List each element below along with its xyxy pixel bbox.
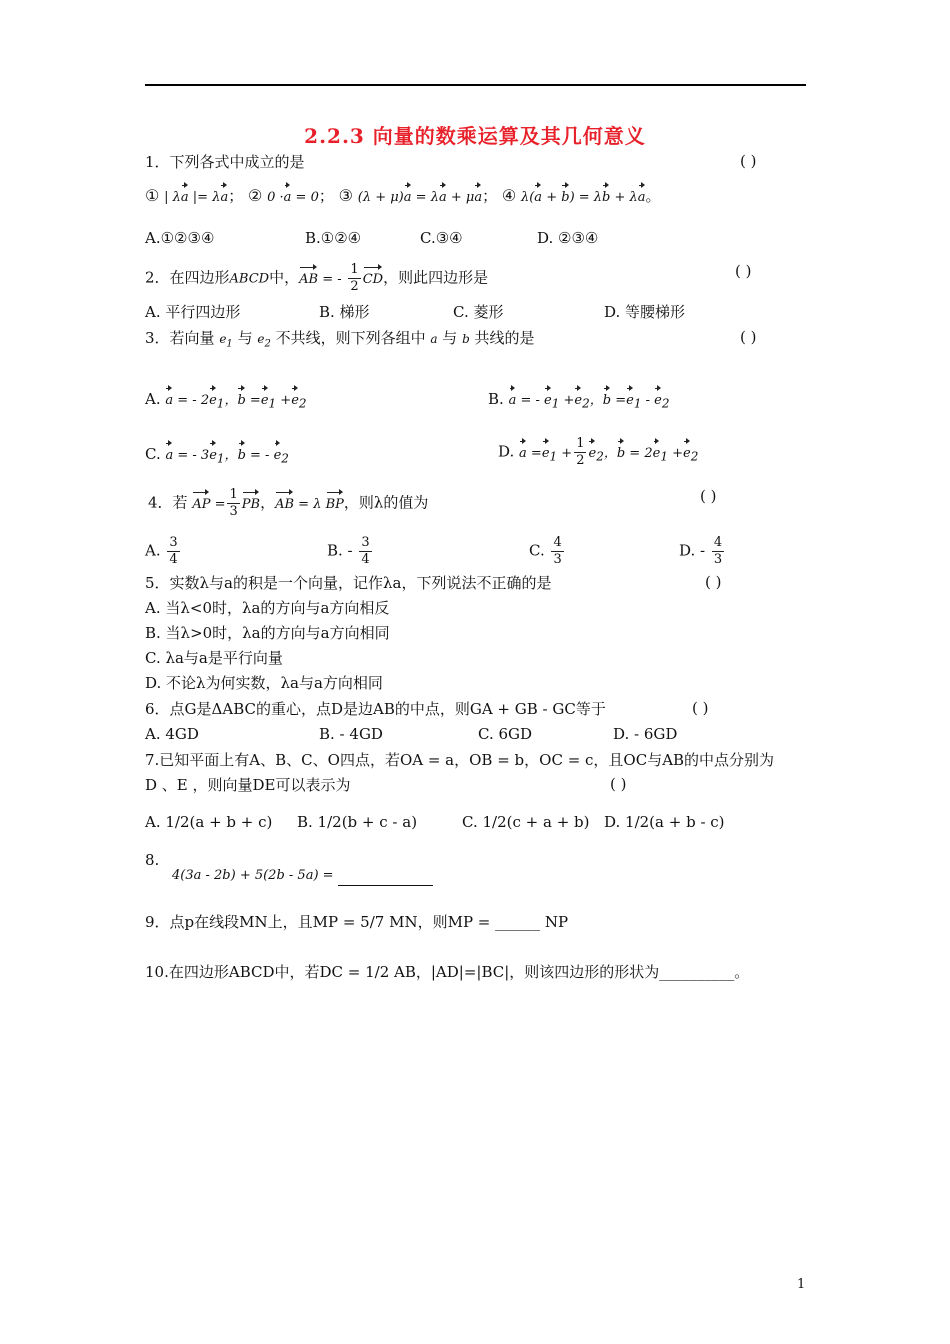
q7-option-d: D. 1/2(a + b - c) <box>604 813 725 831</box>
q6-option-a: A. 4GD <box>145 725 199 743</box>
q7-answer-paren: ( ) <box>610 775 627 793</box>
header-rule <box>145 84 806 86</box>
page-number: 1 <box>797 1277 806 1292</box>
q4-answer-paren: ( ) <box>700 487 717 505</box>
q10-stem: 10.在四边形ABCD中，若DC = 1/2 AB，|AD|=|BC|，则该四边形的形状为__________。 <box>145 963 750 981</box>
q4-stem: 4．若 AP = $\frac{1}{3}$ PB，AB = λ BP，则λ的值为 <box>148 487 429 519</box>
q4-option-d: D. - $\frac{4}{3}$ <box>679 535 723 567</box>
q1-option-c: C.③④ <box>420 229 463 247</box>
q1-option-d: D. ②③④ <box>537 229 599 247</box>
q3-option-c: C. a = - $3e_1$，b = - $e_2$ <box>145 440 289 469</box>
q2-option-a: A. 平行四边形 <box>145 303 241 321</box>
q4-option-a: A. $\frac{3}{4}$ <box>145 535 178 567</box>
q7-option-b: B. 1/2(b + c - a) <box>297 813 418 831</box>
q5-option-d: D. 不论λ为何实数，λa与a方向相同 <box>145 674 383 692</box>
q3-answer-paren: ( ) <box>740 328 757 346</box>
q6-option-d: D. - 6GD <box>613 725 678 743</box>
q3-option-a: A. a = - $2e_1$，$b =e_1 +e_2$ <box>145 385 307 414</box>
q7-option-c: C. 1/2(c + a + b) <box>462 813 590 831</box>
q9-stem: 9．点p在线段MN上，且MP = 5/7 MN，则MP = ______ NP <box>145 913 569 931</box>
q1-option-b: B.①②④ <box>305 229 362 247</box>
q7-stem-line2: D 、E ，则向量DE可以表示为 <box>145 776 351 794</box>
q8-stem: 8. <box>145 851 160 869</box>
q8-expression <box>172 864 433 886</box>
q6-stem: 6．点G是ΔABC的重心，点D是边AB的中点，则GA + GB - GC等于 <box>145 700 606 718</box>
q4-option-c: C. $\frac{4}{3}$ <box>529 535 562 567</box>
q1-stem: 1．下列各式中成立的是 <box>145 153 305 171</box>
q2-option-b: B. 梯形 <box>319 303 370 321</box>
q7-stem-line1: 7.已知平面上有A、B、C、O四点，若OA = a，OB = b，OC = c，且OC与AB的中点分别为 <box>145 751 775 769</box>
q2-answer-paren: ( ) <box>735 262 752 280</box>
q6-option-c: C. 6GD <box>478 725 533 743</box>
q5-answer-paren: ( ) <box>705 573 722 591</box>
q2-option-d: D. 等腰梯形 <box>604 303 686 321</box>
q3-option-b: B. a = - $e_1 +e_2$，$b =e_1 - e_2$ <box>488 385 669 414</box>
q4-option-b: B. - $\frac{3}{4}$ <box>327 535 370 567</box>
q6-answer-paren: ( ) <box>692 699 709 717</box>
q8-answer-blank[interactable] <box>338 885 433 886</box>
q8-expression-text: 4(3a - 2b) + 5(2b - 5a) = <box>172 868 334 883</box>
q1-items: ① | λa |= λa； ② 0 ·a = 0； ③ (λ + μ)a = λa + μa； ④ λ(a + b) = λb + λa。 <box>145 182 661 208</box>
q7-option-a: A. 1/2(a + b + c) <box>145 813 273 831</box>
q5-option-b: B. 当λ>0时，λa的方向与a方向相同 <box>145 624 390 642</box>
q5-option-c: C. λa与a是平行向量 <box>145 649 283 667</box>
q5-option-a: A. 当λ<0时，λa的方向与a方向相反 <box>145 599 390 617</box>
q5-stem: 5．实数λ与a的积是一个向量，记作λa，下列说法不正确的是 <box>145 574 552 592</box>
q3-option-d: D. $a =e_1$ + $\frac{1}{2}$ $e_2$，$b = 2e_1 +e_2$ <box>498 436 699 468</box>
q3-stem: 3．若向量 $e_1$ 与 $e_2$ 不共线，则下列各组中 a 与 b 共线的是 <box>145 329 535 350</box>
page-title: 2.2.3 向量的数乘运算及其几何意义 <box>304 124 646 148</box>
q2-stem: 2．在四边形ABCD中，AB = - $\frac{1}{2}$ CD，则此四边形是 <box>145 262 489 294</box>
q1-option-a: A.①②③④ <box>145 229 215 247</box>
q6-option-b: B. - 4GD <box>319 725 383 743</box>
q2-option-c: C. 菱形 <box>453 303 504 321</box>
q1-answer-paren: ( ) <box>740 152 757 170</box>
